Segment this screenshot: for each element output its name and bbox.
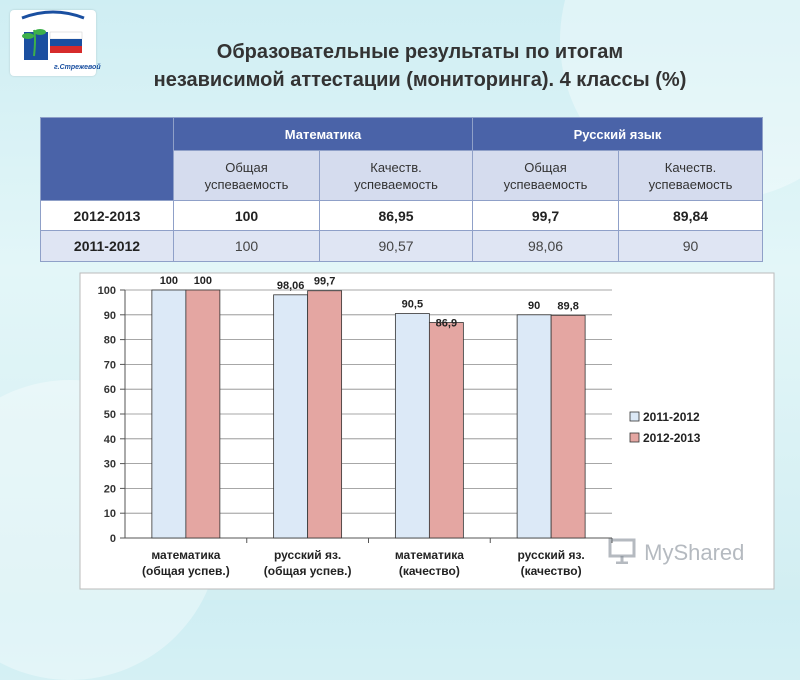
- data-label: 90: [528, 299, 541, 312]
- table-cell: 86,95: [320, 201, 473, 231]
- y-tick-label: 60: [103, 384, 116, 397]
- legend-swatch: [630, 412, 639, 421]
- x-tick-label: математика: [151, 548, 221, 562]
- watermark: [608, 538, 744, 566]
- data-label: 90,5: [401, 298, 424, 311]
- legend-label: 2012-2013: [643, 431, 701, 445]
- bar-2012-2013: [551, 315, 585, 538]
- legend-swatch: [630, 433, 639, 442]
- row-year: 2011-2012: [41, 231, 174, 262]
- table-cell: 90: [619, 231, 763, 262]
- legend-label: 2011-2012: [643, 410, 700, 424]
- x-tick-label: русский яз.: [517, 548, 585, 562]
- data-label: 99,7: [313, 275, 336, 288]
- data-label: 100: [159, 275, 179, 287]
- y-tick-label: 100: [97, 285, 116, 297]
- y-tick-label: 10: [103, 508, 116, 521]
- subheader-russian-general: Общая успеваемость: [473, 151, 619, 201]
- bar-2011-2012: [274, 295, 308, 538]
- bar-2011-2012: [517, 315, 551, 538]
- table-cell: 99,7: [473, 201, 619, 231]
- y-tick-label: 50: [103, 409, 116, 421]
- y-tick-label: 70: [103, 359, 116, 372]
- data-label: 89,8: [557, 300, 579, 313]
- data-label: 98,06: [276, 279, 305, 292]
- data-label: 86,9: [435, 317, 458, 330]
- title-line-2: независимой аттестации (мониторинга). 4 классы (%): [153, 69, 687, 91]
- x-tick-label: (качество): [398, 564, 460, 578]
- x-tick-label: (общая успев.): [263, 564, 352, 578]
- y-tick-label: 20: [103, 483, 116, 496]
- y-tick-label: 0: [109, 533, 116, 545]
- y-tick-label: 40: [103, 433, 116, 446]
- bar-2012-2013: [308, 291, 342, 538]
- x-tick-label: (общая успев.): [142, 564, 230, 578]
- table-cell: 100: [174, 201, 320, 231]
- table-cell: 89,84: [619, 201, 763, 231]
- x-tick-label: (качество): [520, 564, 582, 578]
- title-line-1: Образовательные результаты по итогам: [216, 41, 624, 63]
- subheader-math-quality: Качеств. успеваемость: [320, 151, 473, 201]
- logo-caption: г.Стрежевой: [54, 64, 101, 71]
- x-tick-label: русский яз.: [273, 548, 342, 562]
- presentation-icon: [608, 538, 638, 564]
- bar-2012-2013: [186, 290, 220, 538]
- bar-2011-2012: [395, 314, 429, 538]
- bar-2011-2012: [152, 290, 186, 538]
- subheader-russian-quality: Качеств. успеваемость: [619, 151, 763, 201]
- group-math: Математика: [174, 118, 473, 151]
- y-tick-label: 90: [103, 309, 116, 322]
- x-tick-label: математика: [394, 548, 464, 562]
- data-label: 100: [193, 275, 213, 287]
- y-tick-label: 80: [103, 334, 116, 347]
- watermark-text: MyShared: [644, 540, 745, 565]
- table-cell: 90,57: [320, 231, 473, 262]
- table-cell: 100: [174, 231, 320, 262]
- table-cell: 98,06: [473, 231, 619, 262]
- bar-2012-2013: [429, 322, 463, 538]
- y-tick-label: 30: [103, 458, 116, 471]
- row-year: 2012-2013: [41, 201, 174, 231]
- group-russian: Русский язык: [473, 118, 763, 151]
- subheader-math-general: Общая успеваемость: [174, 151, 320, 201]
